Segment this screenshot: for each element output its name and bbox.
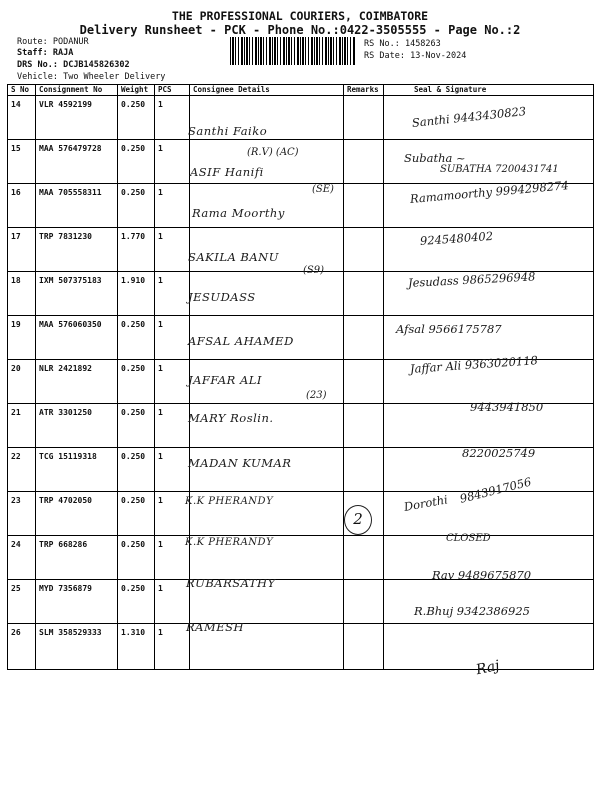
- cell-weight: 1.310: [118, 624, 155, 670]
- col-sno: S No: [8, 85, 36, 96]
- cell-sno: 18: [8, 272, 36, 316]
- signature-24a: Dorothi: [402, 492, 449, 514]
- col-consignment: Consignment No: [36, 85, 118, 96]
- cell-consignment-no: TRP 668286: [36, 536, 118, 580]
- cell-remarks: [344, 448, 384, 492]
- col-remarks: Remarks: [344, 85, 384, 96]
- cell-sno: 22: [8, 448, 36, 492]
- consignee-name-17: SAKILA BANU: [188, 250, 279, 264]
- signature-18: Jesudass 9865296948: [407, 269, 536, 290]
- consignee-mark-18: (S9): [303, 265, 325, 276]
- cell-sno: 14: [8, 96, 36, 140]
- table-row: [8, 228, 594, 272]
- cell-consignment-no: MAA 576060350: [36, 316, 118, 360]
- consignee-name-26: RAMESH: [186, 620, 245, 634]
- cell-weight: 0.250: [118, 96, 155, 140]
- col-weight: Weight: [118, 85, 155, 96]
- drs-label: DRS No.:: [17, 60, 58, 70]
- cell-sno: 15: [8, 140, 36, 184]
- cell-sno: 25: [8, 580, 36, 624]
- consignee-mark-16: (SE): [312, 184, 334, 195]
- cell-consignment-no: TCG 15119318: [36, 448, 118, 492]
- vehicle-info: [17, 72, 165, 82]
- cell-remarks: [344, 272, 384, 316]
- cell-pcs: 1: [155, 184, 190, 228]
- signature-14: Santhi 9443430823: [411, 104, 527, 130]
- cell-weight: 0.250: [118, 448, 155, 492]
- cell-pcs: 1: [155, 96, 190, 140]
- cell-weight: 0.250: [118, 316, 155, 360]
- signature-15b: SUBATHA 7200431741: [440, 164, 559, 175]
- cell-sno: 24: [8, 536, 36, 580]
- cell-remarks: [344, 316, 384, 360]
- cell-pcs: 1: [155, 360, 190, 404]
- consignee-name-15: ASIF Hanifi: [190, 165, 264, 179]
- cell-remarks: [344, 228, 384, 272]
- cell-pcs: 1: [155, 580, 190, 624]
- cell-sno: 21: [8, 404, 36, 448]
- consignee-name-22: MADAN KUMAR: [188, 456, 292, 470]
- cell-weight: 0.250: [118, 360, 155, 404]
- cell-pcs: 1: [155, 140, 190, 184]
- signature-22: 8220025749: [462, 446, 536, 460]
- cell-remarks: [344, 184, 384, 228]
- signature-25: Rav 9489675870: [432, 568, 532, 582]
- cell-weight: 0.250: [118, 140, 155, 184]
- table-row: [8, 624, 594, 670]
- drs-info: [17, 60, 130, 70]
- rs-date-value: 13-Nov-2024: [410, 51, 467, 61]
- cell-weight: 0.250: [118, 580, 155, 624]
- cell-weight: 1.910: [118, 272, 155, 316]
- cell-consignment-no: MAA 576479728: [36, 140, 118, 184]
- signature-24b: 9843917056: [458, 474, 533, 506]
- cell-pcs: 1: [155, 228, 190, 272]
- cell-consignment-no: VLR 4592199: [36, 96, 118, 140]
- cell-sno: 20: [8, 360, 36, 404]
- vehicle-label: Vehicle:: [17, 72, 58, 82]
- cell-weight: 1.770: [118, 228, 155, 272]
- signature-21: 9443941850: [470, 400, 544, 414]
- staff-value: RAJA: [52, 48, 74, 58]
- signature-26: R.Bhuj 9342386925: [414, 604, 530, 618]
- signature-16: Ramamoorthy 9994298274: [409, 178, 570, 206]
- table-row: [8, 492, 594, 536]
- cell-weight: 0.250: [118, 492, 155, 536]
- signature-17: 9245480402: [419, 228, 494, 248]
- route-info: [17, 37, 89, 47]
- signature-19: Afsal 9566175787: [396, 322, 502, 336]
- rs-no-label: RS No.:: [364, 39, 400, 49]
- rs-date-info: [364, 51, 466, 61]
- cell-sno: 16: [8, 184, 36, 228]
- cell-pcs: 1: [155, 272, 190, 316]
- cell-weight: 0.250: [118, 536, 155, 580]
- cell-pcs: 1: [155, 536, 190, 580]
- cell-sno: 26: [8, 624, 36, 670]
- cell-pcs: 1: [155, 404, 190, 448]
- cell-sno: 23: [8, 492, 36, 536]
- cell-remarks: [344, 96, 384, 140]
- cell-remarks: [344, 360, 384, 404]
- consignee-name-24: K.K PHERANDY: [185, 537, 274, 548]
- cell-pcs: 1: [155, 624, 190, 670]
- table-row: [8, 140, 594, 184]
- cell-consignment-no: ATR 3301250: [36, 404, 118, 448]
- rs-date-label: RS Date:: [364, 51, 405, 61]
- signature-20: Jaffar Ali 9363020118: [409, 353, 539, 376]
- consignee-name-25: RUBARSATHY: [186, 576, 276, 590]
- consignee-name-14: Santhi Faiko: [188, 124, 268, 138]
- route-label: Route:: [17, 37, 48, 47]
- remark-circle: 2: [344, 505, 372, 535]
- company-title: THE PROFESSIONAL COURIERS, COIMBATORE: [171, 9, 429, 23]
- cell-consignment-no: NLR 2421892: [36, 360, 118, 404]
- cell-weight: 0.250: [118, 184, 155, 228]
- col-pcs: PCS: [155, 85, 190, 96]
- cell-consignment-no: IXM 507375183: [36, 272, 118, 316]
- cell-weight: 0.250: [118, 404, 155, 448]
- cell-remarks: [344, 624, 384, 670]
- cell-remarks: [344, 536, 384, 580]
- consignee-name-23: K.K PHERANDY: [185, 496, 274, 507]
- cell-pcs: 1: [155, 448, 190, 492]
- consignee-mark-15: (R.V) (AC): [247, 147, 299, 158]
- consignee-name-21: MARY Roslin.: [188, 411, 274, 425]
- table-header-row: [8, 85, 594, 96]
- consignee-name-19: AFSAL AHAMED: [188, 334, 294, 348]
- cell-remarks: [344, 580, 384, 624]
- staff-label: Staff:: [17, 48, 48, 58]
- drs-value: DCJB145826302: [63, 60, 130, 70]
- barcode: [230, 37, 356, 65]
- signature-15a: Subatha ~: [404, 151, 466, 165]
- cell-consignment-no: SLM 358529333: [36, 624, 118, 670]
- vehicle-value: Two Wheeler Delivery: [63, 72, 166, 82]
- cell-consignment-no: TRP 7831230: [36, 228, 118, 272]
- cell-sno: 19: [8, 316, 36, 360]
- cell-consignment-no: MYD 7356879: [36, 580, 118, 624]
- table-row: [8, 316, 594, 360]
- rs-no-info: [364, 39, 441, 49]
- cell-sno: 17: [8, 228, 36, 272]
- cell-pcs: 1: [155, 492, 190, 536]
- runsheet-subtitle: Delivery Runsheet - PCK - Phone No.:0422-3505555 - Page No.:2: [79, 23, 521, 37]
- staff-info: [17, 48, 73, 58]
- col-signature: Seal & Signature: [384, 85, 594, 96]
- final-signature: Raj: [474, 657, 501, 679]
- cell-pcs: 1: [155, 316, 190, 360]
- cell-consignment-no: MAA 705558311: [36, 184, 118, 228]
- route-value: PODANUR: [52, 37, 89, 47]
- consignee-name-20: JAFFAR ALI: [188, 373, 262, 387]
- consignee-name-16: Rama Moorthy: [192, 206, 285, 220]
- col-consignee: Consignee Details: [190, 85, 344, 96]
- rs-no-value: 1458263: [404, 39, 441, 49]
- consignee-mark-21: (23): [306, 390, 327, 401]
- consignee-name-18: JESUDASS: [188, 290, 256, 304]
- signature-24c: CLOSED: [446, 533, 491, 544]
- cell-remarks: [344, 404, 384, 448]
- cell-remarks: [344, 140, 384, 184]
- cell-consignment-no: TRP 4702050: [36, 492, 118, 536]
